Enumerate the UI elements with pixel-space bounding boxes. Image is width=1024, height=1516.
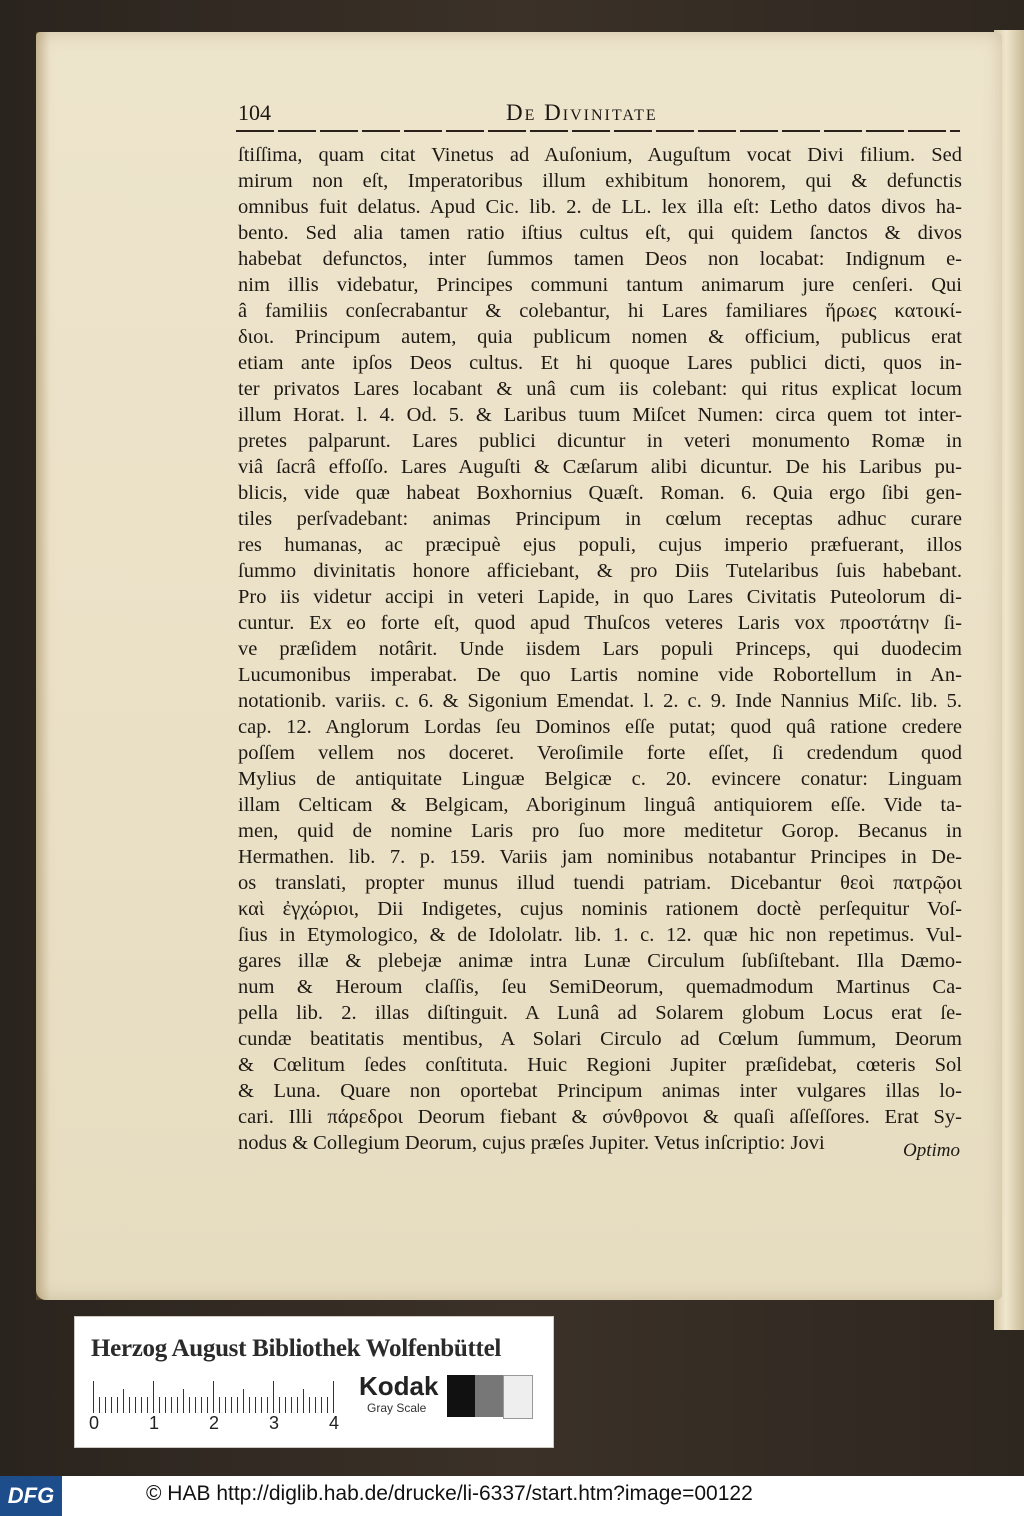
ruler-tick	[153, 1381, 154, 1413]
text-line: cari. Illi πάρεδροι Deorum fiebant & σύνθρονοι & quaſi aſſeſſores. Erat Sy-	[238, 1106, 962, 1128]
text-line: ſummo divinitatis honore afficiebant, & pro Diis Tutelaribus ſuis habebant.	[238, 560, 962, 582]
text-line: poſſem vellem nos doceret. Veroſimile forte eſſet, ſi credendum quod	[238, 742, 962, 764]
text-line: nodus & Collegium Deorum, cujus præſes Jupiter. Vetus inſcriptio: Jovi	[238, 1132, 825, 1154]
text-line: Pro iis videtur accipi in veteri Lapide, in quo Lares Civitatis Puteolorum di-	[238, 586, 962, 608]
gray-scale-label: Gray Scale	[367, 1401, 427, 1415]
text-line: cuntur. Ex eo forte eſt, quod apud Thuſcos veteres Laris vox προστάτην ſi-	[238, 612, 962, 634]
text-line: Mylius de antiquitate Linguæ Belgicæ c. 20. evincere conatur: Linguam	[238, 768, 962, 790]
text-line: viâ ſacrâ effoſſo. Lares Auguſti & Cæſarum alibi dicuntur. De his Laribus pu-	[238, 456, 962, 478]
ruler-tick	[159, 1397, 160, 1413]
text-line: etiam ante ipſos Deos cultus. Et hi quoque Lares publici dicti, quos in-	[238, 352, 962, 374]
page-header	[236, 100, 960, 130]
ruler-tick	[321, 1397, 322, 1413]
header-rule	[236, 130, 960, 132]
ruler-tick	[141, 1397, 142, 1413]
text-line: Hermathen. lib. 7. p. 159. Variis jam nominibus notabantur Principes in De-	[238, 846, 962, 868]
page-number: 104	[238, 100, 271, 125]
gray-patch-black	[447, 1375, 475, 1417]
ruler-tick	[219, 1397, 220, 1413]
ruler-tick	[165, 1397, 166, 1413]
ruler-tick	[333, 1381, 334, 1413]
color-target-card	[74, 1316, 554, 1448]
text-line: mirum non eſt, Imperatoribus illum exhibitum honorem, qui & defunctis	[238, 170, 962, 192]
footer-bar	[0, 1476, 1024, 1516]
text-line: bento. Sed alia tamen ratio iſtius cultus eſt, qui quidem ſanctos & divos	[238, 222, 962, 244]
ruler-tick	[309, 1397, 310, 1413]
ruler-tick	[195, 1397, 196, 1413]
ruler-tick	[93, 1381, 94, 1413]
ruler-tick	[261, 1397, 262, 1413]
ruler-tick	[213, 1381, 214, 1413]
ruler-tick	[291, 1397, 292, 1413]
dfg-logo: DFG	[0, 1476, 62, 1516]
ruler-tick	[135, 1397, 136, 1413]
ruler-scale	[93, 1379, 339, 1413]
text-line: nim illis videbatur, Principes communi tantum animarum jure cenſeri. Qui	[238, 274, 962, 296]
text-line: & Cœlitum ſedes conſtituta. Huic Regioni Jupiter præſidebat, cœteris Sol	[238, 1054, 962, 1076]
text-line: notationib. variis. c. 6. & Sigonium Emendat. l. 2. c. 9. Inde Nannius Miſc. lib. 5.	[238, 690, 962, 712]
text-line: res humanas, ac præcipuè ejus populi, cujus imperio præfuerant, illos	[238, 534, 962, 556]
text-line: διοι. Principum autem, quia publicum nomen & officium, publicus erat	[238, 326, 962, 348]
ruler-tick	[255, 1397, 256, 1413]
text-line: ſius in Etymologico, & de Idololatr. lib. 1. c. 12. quæ hic non repetimus. Vul-	[238, 924, 962, 946]
ruler-tick	[303, 1389, 304, 1413]
text-line: illam Celticam & Belgicam, Aboriginum linguâ antiquiorem eſſe. Vide ta-	[238, 794, 962, 816]
ruler-tick	[225, 1397, 226, 1413]
ruler-tick	[237, 1397, 238, 1413]
ruler-tick	[147, 1397, 148, 1413]
text-line: pretes palparunt. Lares publici dicuntur in veteri monumento Romæ in	[238, 430, 962, 452]
ruler-tick	[117, 1397, 118, 1413]
ruler-tick	[111, 1397, 112, 1413]
ruler-tick	[285, 1397, 286, 1413]
ruler-number: 4	[329, 1413, 340, 1433]
ruler-tick	[207, 1397, 208, 1413]
ruler-number: 3	[269, 1413, 280, 1433]
text-line: καὶ ἐγχώριοι, Dii Indigetes, cujus nominis rationem doctè perſequitur Voſ-	[238, 898, 962, 920]
gray-patch-white	[503, 1375, 533, 1419]
kodak-logo: Kodak	[359, 1371, 439, 1401]
ruler-tick	[243, 1389, 244, 1413]
text-line: illum Horat. l. 4. Od. 5. & Laribus tuum Miſcet Numen: circa quem tot inter-	[238, 404, 962, 426]
text-line: Lucumonibus imperabat. De quo Lartis nomine vide Robortellum in An-	[238, 664, 962, 686]
body-text	[238, 142, 962, 1156]
ruler-tick	[249, 1397, 250, 1413]
ruler-tick	[297, 1397, 298, 1413]
ruler-number: 1	[149, 1413, 160, 1433]
ruler-tick	[279, 1397, 280, 1413]
ruler-tick	[201, 1397, 202, 1413]
text-line: tiles perſvadebant: animas Principum in cœlum receptas adhuc curare	[238, 508, 962, 530]
text-line: num & Heroum claſſis, ſeu SemiDeorum, quemadmodum Martinus Ca-	[238, 976, 962, 998]
gray-patch-mid	[475, 1375, 503, 1417]
ruler-tick	[267, 1397, 268, 1413]
text-line: men, quid de nomine Laris pro ſuo more meditetur Gorop. Becanus in	[238, 820, 962, 842]
text-line: os translati, propter munus illud tuendi patriam. Dicebantur θεοὶ πατρῷοι	[238, 872, 962, 894]
ruler-tick	[273, 1381, 274, 1413]
text-line: ſtiſſima, quam citat Vinetus ad Auſonium, Auguſtum vocat Divi filium. Sed	[238, 144, 962, 166]
running-head: De Divinitate	[506, 100, 658, 125]
ruler-tick	[315, 1397, 316, 1413]
ruler-number: 2	[209, 1413, 220, 1433]
text-line: blicis, vide quæ habeat Boxhornius Quæſt. Roman. 6. Quia ergo ſibi gen-	[238, 482, 962, 504]
text-line: & Luna. Quare non oportebat Principum animas inter vulgares illas lo-	[238, 1080, 962, 1102]
credit-link[interactable]: © HAB http://diglib.hab.de/drucke/li-6337/start.htm?image=00122	[146, 1482, 753, 1505]
ruler-tick	[171, 1397, 172, 1413]
ruler-tick	[327, 1397, 328, 1413]
ruler-tick	[231, 1397, 232, 1413]
text-line: cap. 12. Anglorum Lordas ſeu Dominos eſſe putat; quod quâ ratione credere	[238, 716, 962, 738]
text-line: cundæ beatitatis mentibus, A Solari Circulo ad Cœlum ſummum, Deorum	[238, 1028, 962, 1050]
ruler-tick	[99, 1397, 100, 1413]
ruler-tick	[177, 1397, 178, 1413]
text-line: habebat defunctos, inter ſummos tamen Deos non locabat: Indignum e-	[238, 248, 962, 270]
ruler-number: 0	[89, 1413, 100, 1433]
library-name: Herzog August Bibliothek Wolfenbüttel	[91, 1335, 502, 1362]
text-line: gares illæ & plebejæ animæ intra Lunæ Circulum ſubſiſtebant. Illa Dæmo-	[238, 950, 962, 972]
ruler-tick	[189, 1397, 190, 1413]
ruler-tick	[183, 1389, 184, 1413]
text-line: â familiis conſecrabantur & colebantur, hi Lares familiares ἥρωες κατοικί-	[238, 300, 962, 322]
ruler-tick	[105, 1397, 106, 1413]
ruler-tick	[129, 1397, 130, 1413]
text-line: omnibus fuit delatus. Apud Cic. lib. 2. de LL. lex illa eſt: Letho datos divos ha-	[238, 196, 962, 218]
text-line: pella lib. 2. illas diſtinguit. A Lunâ ad Solarem globum Locus erat ſe-	[238, 1002, 962, 1024]
ruler-tick	[123, 1389, 124, 1413]
text-line: ter privatos Lares locabant & unâ cum iis colebant: qui ritus explicat locum	[238, 378, 962, 400]
text-line: ve præſidem notârit. Unde iisdem Lars populi Princeps, qui duodecim	[238, 638, 962, 660]
catchword: Optimo	[903, 1140, 960, 1161]
